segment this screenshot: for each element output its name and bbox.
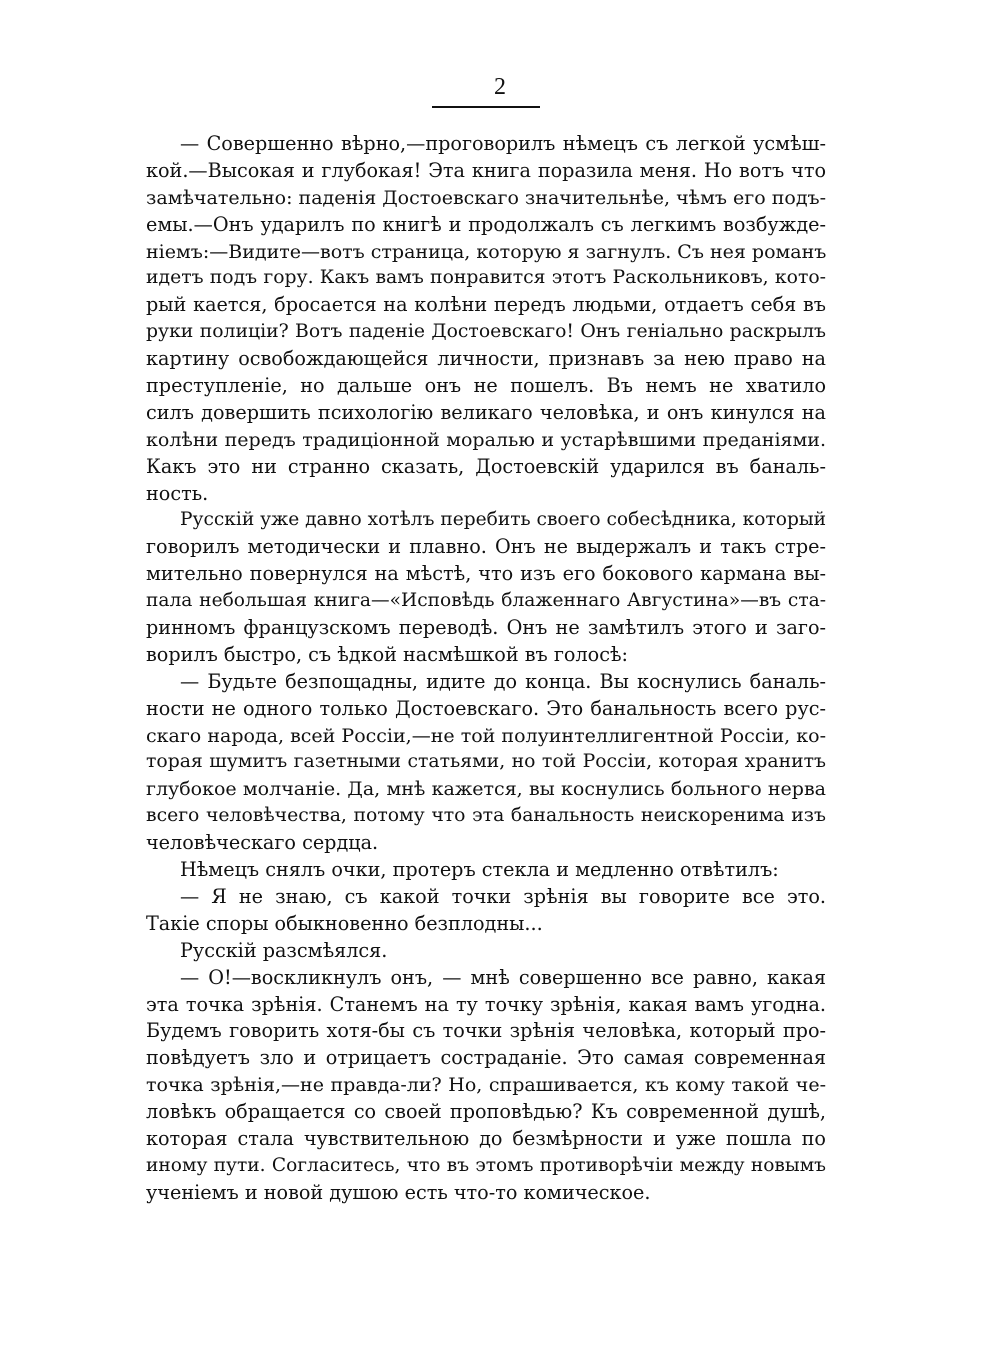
text-line: ловѣкъ обращается со своей проповѣдью? Къ современной душѣ, (146, 1100, 826, 1124)
text-line: — О!—воскликнулъ онъ, — мнѣ совершенно все равно, какая (180, 965, 826, 989)
text-line: глубокое молчаніе. Да, мнѣ кажется, вы коснулись больного нерва (146, 778, 826, 801)
body-text (146, 131, 826, 1207)
text-line: ворилъ быстро, съ ѣдкой насмѣшкой въ голосѣ: (146, 642, 628, 666)
text-line: всего человѣчества, потому что эта банальность неискоренима изъ (146, 805, 826, 827)
text-line: говорилъ методически и плавно. Онъ не выдержалъ и такъ стре- (146, 535, 826, 559)
text-line: — Я не знаю, съ какой точки зрѣнія вы говорите все это. (180, 884, 826, 908)
text-line: кой.—Высокая и глубокая! Эта книга поразила меня. Но вотъ что (146, 158, 826, 182)
text-line: — Совершенно вѣрно,—проговорилъ нѣмецъ съ легкой усмѣш- (180, 132, 826, 155)
text-line: емы.—Онъ ударилъ по книгѣ и продолжалъ съ легкимъ возбужде- (146, 212, 826, 236)
text-line: силъ довершить психологію великаго человѣка, и онъ кинулся на (146, 400, 826, 424)
text-line: ринномъ французскомъ переводѣ. Онъ не замѣтилъ этого и заго- (146, 616, 826, 640)
text-line: ніемъ:—Видите—вотъ страница, которую я загнулъ. Съ нея романъ (146, 240, 826, 263)
text-line: которая стала чувствительною до безмѣрности и уже пошла по (146, 1126, 826, 1150)
text-line: мительно повернулся на мѣстѣ, что изъ его бокового кармана вы- (146, 562, 826, 586)
text-line: ученіемъ и новой душою есть что-то комическое. (146, 1180, 651, 1204)
text-line: картину освобождающейся личности, признавъ за нею право на (146, 347, 826, 371)
text-line: преступленіе, но дальше онъ не пошелъ. Въ немъ не хватило (146, 374, 826, 398)
text-line: Русскій разсмѣялся. (180, 938, 388, 962)
text-line: скаго народа, всей Россіи,—не той полуинтеллигентной Россіи, ко- (146, 724, 826, 747)
text-line: ности не одного только Достоевскаго. Это банальность всего рус- (146, 696, 826, 720)
text-line: точка зрѣнія,—не правда-ли? Но, спрашивается, къ кому такой че- (146, 1074, 826, 1097)
text-line: идетъ подъ гору. Какъ вамъ понравится этотъ Раскольниковъ, кото- (146, 267, 826, 289)
text-line: Русскій уже давно хотѣлъ перебить своего собесѣдника, который (180, 509, 826, 531)
text-line: Какъ это ни странно сказать, Достоевскій ударился въ баналь- (146, 454, 826, 478)
text-line: эта точка зрѣнія. Станемъ на ту точку зрѣнія, какая вамъ угодна. (146, 992, 826, 1016)
text-line: — Будьте безпощадны, идите до конца. Вы коснулись баналь- (180, 669, 826, 693)
header-rule (432, 106, 540, 108)
text-line: иному пути. Согласитесь, что въ этомъ противорѣчіи между новымъ (146, 1154, 826, 1176)
text-line: человѣческаго сердца. (146, 831, 379, 855)
text-line: Такіе споры обыкновенно безплодны... (146, 911, 543, 935)
text-line: замѣчательно: паденія Достоевскаго значительнѣе, чѣмъ его подъ- (146, 186, 826, 209)
page-number: 2 (494, 74, 506, 100)
text-line: колѣни передъ традиціонной моралью и устарѣвшими преданіями. (146, 428, 826, 451)
text-line: повѣдуетъ зло и отрицаетъ состраданіе. Это самая современная (146, 1046, 826, 1070)
text-line: торая шумитъ газетными статьями, но той Россіи, которая хранитъ (146, 751, 826, 773)
text-line: пала небольшая книга—«Исповѣдь блаженнаго Августина»—въ ста- (146, 590, 826, 612)
text-line: руки полиціи? Вотъ паденіе Достоевскаго! Онъ геніально раскрылъ (146, 321, 826, 343)
text-line: рый кается, бросается на колѣни передъ людьми, отдаетъ себя въ (146, 293, 826, 317)
text-line: ность. (146, 481, 209, 505)
text-line: Будемъ говорить хотя-бы съ точки зрѣнія человѣка, который про- (146, 1019, 826, 1043)
text-line: Нѣмецъ снялъ очки, протеръ стекла и медленно отвѣтилъ: (180, 858, 779, 882)
